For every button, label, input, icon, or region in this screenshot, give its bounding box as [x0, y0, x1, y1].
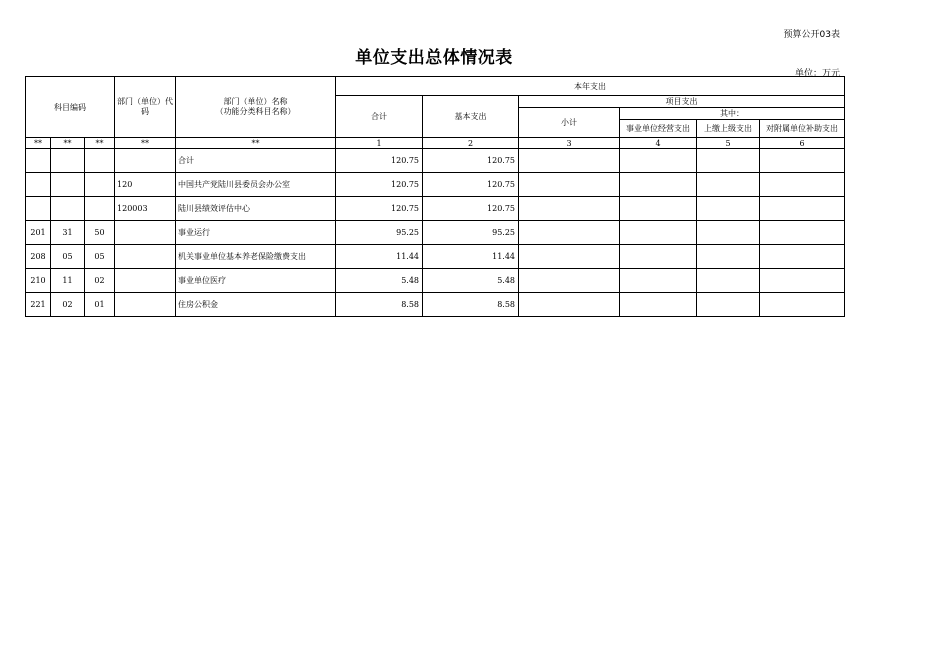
cell-basic: 5.48 [423, 269, 519, 293]
table-row [26, 197, 845, 221]
cell-name: 中国共产党陆川县委员会办公室 [176, 173, 336, 197]
cell-xiang: 02 [85, 269, 115, 293]
cell-business-ops [620, 197, 697, 221]
cell-basic: 95.25 [423, 221, 519, 245]
cell-dept-code [115, 245, 176, 269]
cell-kuan: 31 [51, 221, 85, 245]
expenditure-table [25, 76, 845, 317]
index-cell: 2 [423, 138, 519, 149]
cell-subtotal [519, 293, 620, 317]
cell-lei: 210 [26, 269, 51, 293]
table-row [26, 293, 845, 317]
cell-name: 合计 [176, 149, 336, 173]
cell-kuan [51, 173, 85, 197]
cell-subtotal [519, 197, 620, 221]
cell-subsidy [760, 269, 845, 293]
cell-business-ops [620, 149, 697, 173]
cell-total: 120.75 [336, 197, 423, 221]
index-cell: ** [51, 138, 85, 149]
cell-subsidy [760, 245, 845, 269]
subtotal-header: 小计 [519, 108, 620, 138]
cell-business-ops [620, 269, 697, 293]
table-row [26, 245, 845, 269]
cell-business-ops [620, 173, 697, 197]
cell-lei [26, 149, 51, 173]
cell-subsidy [760, 173, 845, 197]
cell-upper-payment [697, 293, 760, 317]
cell-upper-payment [697, 197, 760, 221]
cell-xiang: 50 [85, 221, 115, 245]
table-row [26, 149, 845, 173]
business-ops-header: 事业单位经营支出 [620, 120, 697, 138]
cell-kuan: 05 [51, 245, 85, 269]
cell-basic: 120.75 [423, 149, 519, 173]
index-cell: 3 [519, 138, 620, 149]
table-row [26, 173, 845, 197]
cell-name: 机关事业单位基本养老保险缴费支出 [176, 245, 336, 269]
cell-lei: 221 [26, 293, 51, 317]
cell-dept-code [115, 221, 176, 245]
cell-upper-payment [697, 221, 760, 245]
dept-name-header [176, 77, 336, 138]
upper-payment-header: 上缴上级支出 [697, 120, 760, 138]
cell-xiang: 01 [85, 293, 115, 317]
cell-kuan [51, 149, 85, 173]
cell-name: 事业单位医疗 [176, 269, 336, 293]
index-cell: 6 [760, 138, 845, 149]
cell-kuan [51, 197, 85, 221]
cell-total: 120.75 [336, 149, 423, 173]
cell-xiang [85, 149, 115, 173]
cell-lei [26, 197, 51, 221]
cell-name: 住房公积金 [176, 293, 336, 317]
cell-subsidy [760, 293, 845, 317]
dept-name-header-line1: 部门（单位）名称 [223, 97, 288, 106]
cell-subtotal [519, 173, 620, 197]
index-cell: ** [115, 138, 176, 149]
cell-upper-payment [697, 149, 760, 173]
cell-xiang: 05 [85, 245, 115, 269]
cell-name: 事业运行 [176, 221, 336, 245]
cell-subsidy [760, 221, 845, 245]
cell-business-ops [620, 245, 697, 269]
cell-kuan: 11 [51, 269, 85, 293]
cell-name: 陆川县绩效评估中心 [176, 197, 336, 221]
dept-name-header-line2: （功能分类科目名称） [215, 107, 296, 116]
index-cell: ** [85, 138, 115, 149]
cell-total: 120.75 [336, 173, 423, 197]
subsidy-header: 对附属单位补助支出 [760, 120, 845, 138]
cell-basic: 120.75 [423, 173, 519, 197]
cell-total: 95.25 [336, 221, 423, 245]
cell-business-ops [620, 293, 697, 317]
of-which-header: 其中： [620, 108, 845, 120]
cell-basic: 120.75 [423, 197, 519, 221]
total-header: 合计 [336, 96, 423, 138]
unit-label: 单位：万元 [794, 69, 840, 79]
subject-code-header: 科目编码 [26, 77, 115, 138]
cell-subsidy [760, 149, 845, 173]
table-row [26, 221, 845, 245]
cell-kuan: 02 [51, 293, 85, 317]
cell-lei [26, 173, 51, 197]
cell-lei: 208 [26, 245, 51, 269]
cell-lei: 201 [26, 221, 51, 245]
table-row [26, 269, 845, 293]
cell-total: 11.44 [336, 245, 423, 269]
cell-total: 5.48 [336, 269, 423, 293]
index-row [26, 138, 845, 149]
cell-business-ops [620, 221, 697, 245]
basic-header: 基本支出 [423, 96, 519, 138]
page-title: 单位支出总体情况表 [355, 48, 513, 68]
index-cell: 1 [336, 138, 423, 149]
index-cell: 5 [697, 138, 760, 149]
cell-subsidy [760, 197, 845, 221]
cell-dept-code [115, 293, 176, 317]
cell-dept-code: 120 [115, 173, 176, 197]
cell-xiang [85, 173, 115, 197]
cell-basic: 11.44 [423, 245, 519, 269]
cell-upper-payment [697, 269, 760, 293]
cell-dept-code [115, 269, 176, 293]
index-cell: 4 [620, 138, 697, 149]
cell-basic: 8.58 [423, 293, 519, 317]
cell-xiang [85, 197, 115, 221]
cell-upper-payment [697, 173, 760, 197]
cell-subtotal [519, 245, 620, 269]
cell-subtotal [519, 221, 620, 245]
form-number: 预算公开03表 [783, 30, 840, 40]
index-cell: ** [176, 138, 336, 149]
this-year-header: 本年支出 [336, 77, 845, 96]
dept-code-header: 部门（单位）代码 [115, 77, 176, 138]
cell-dept-code: 120003 [115, 197, 176, 221]
cell-dept-code [115, 149, 176, 173]
index-cell: ** [26, 138, 51, 149]
cell-total: 8.58 [336, 293, 423, 317]
cell-subtotal [519, 149, 620, 173]
cell-upper-payment [697, 245, 760, 269]
cell-subtotal [519, 269, 620, 293]
project-header: 项目支出 [519, 96, 845, 108]
